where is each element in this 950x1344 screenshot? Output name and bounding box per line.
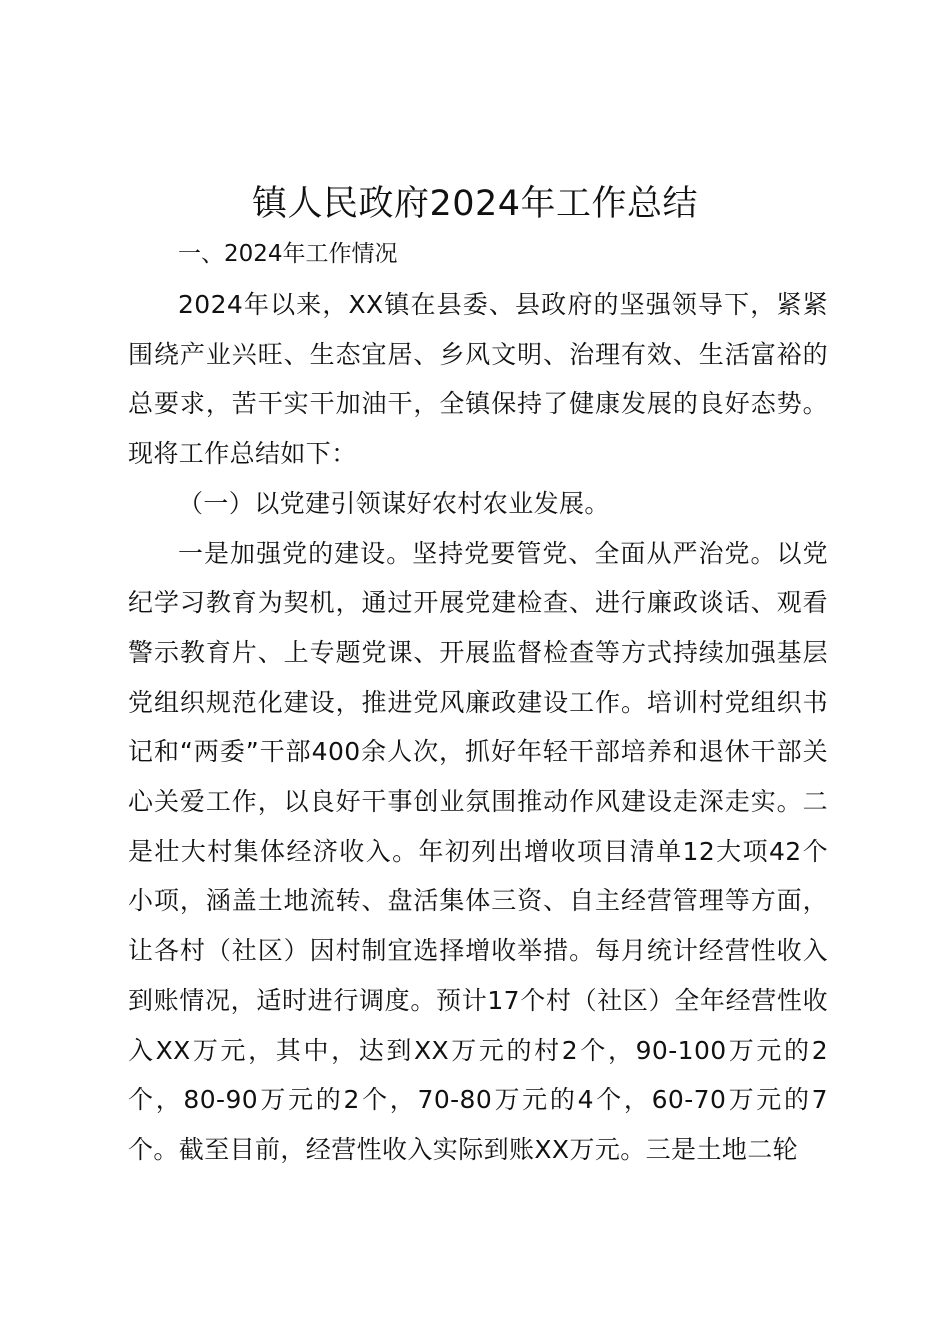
subsection-heading: （一）以党建引领谋好农村农业发展。 (178, 488, 610, 518)
body-paragraph: 一是加强党的建设。坚持党要管党、全面从严治党。以党纪学习教育为契机，通过开展党建检查、进行廉政谈话、观看警示教育片、上专题党课、开展监督检查等方式持续加强基层党组织规范化建设，推进党风廉政建设工作。培训村党组织书记和“两委”干部400余人次，抓好年轻干部培养和退休干部关心关爱工作，以良好干事创业氛围推动作风建设走深走实。二是壮大村集体经济收入。年初列出增收项目清单12大项42个小项，涵盖土地流转、盘活集体三资、自主经营管理等方面，让各村（社区）因村制宜选择增收举措。每月统计经营性收入到账情况，适时进行调度。预计17个村（社区）全年经营性收入XX万元，其中，达到XX万元的村2个，90-100万元的2个，80-90万元的2个，70-80万元的4个，60-70万元的7个。截至目前，经营性收入实际到账XX万元。三是土地二轮 (128, 538, 828, 1164)
intro-paragraph: 2024年以来，XX镇在县委、县政府的坚强领导下，紧紧围绕产业兴旺、生态宜居、乡风文明、治理有效、生活富裕的总要求，苦干实干加油干，全镇保持了健康发展的良好态势。现将工作总结如下： (128, 290, 828, 469)
section-heading: 一、2024年工作情况 (178, 241, 398, 267)
document-title: 镇人民政府2024年工作总结 (251, 184, 699, 224)
document-body (128, 280, 828, 1175)
